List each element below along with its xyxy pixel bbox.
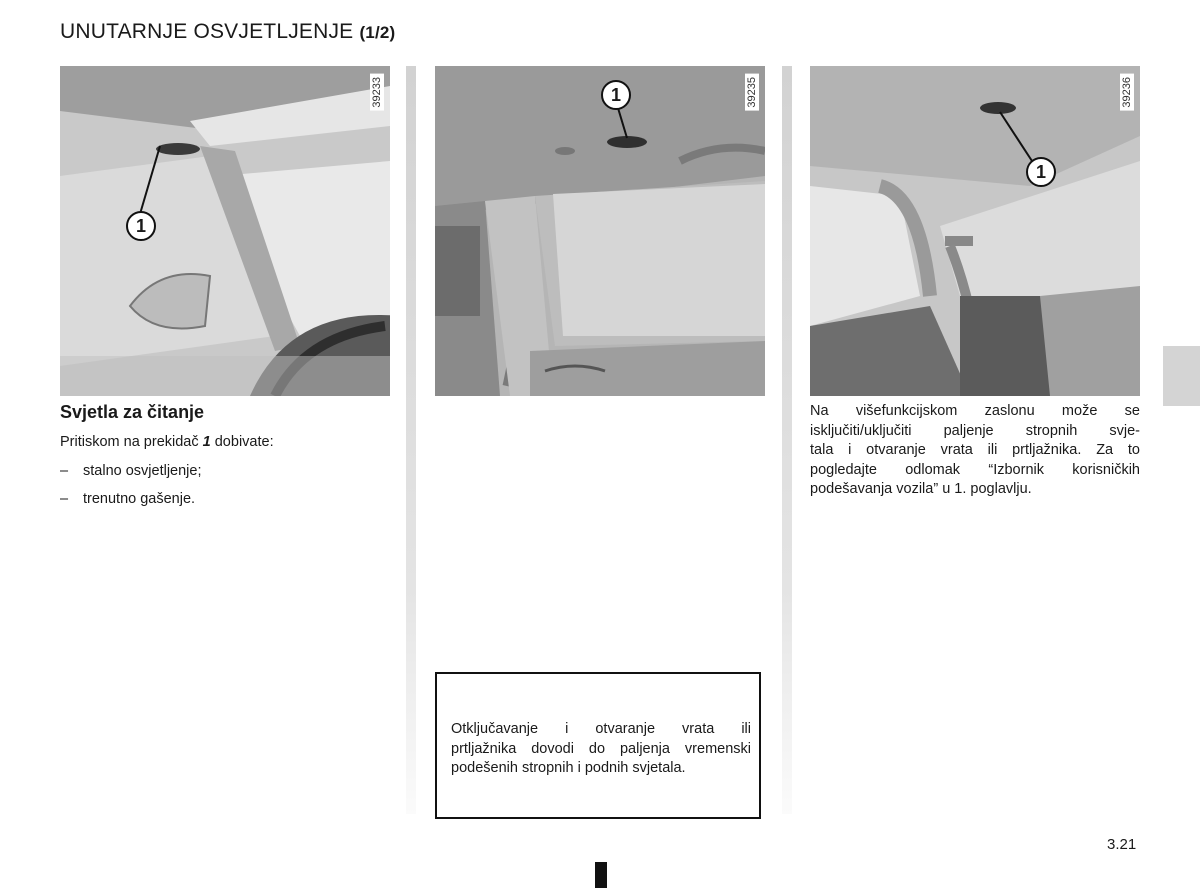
column3-paragraph (810, 402, 1140, 500)
text-line: pogledajte odlomak “Izbornik korisničkih (810, 461, 1140, 478)
section-heading: Svjetla za čitanje (60, 402, 205, 422)
list-item-text: trenutno gašenje. (83, 491, 196, 507)
intro-text: Pritiskom na prekidač (60, 434, 203, 450)
binding-mark (595, 862, 607, 888)
note-line: Otključavanje i otvaranje vrata ili (451, 721, 751, 737)
text-line: isključiti/uključiti paljenje stropnih svje- (810, 422, 1140, 439)
note-line: prtljažnika dovodi do paljenja vremenski (451, 740, 751, 757)
list-item-text: stalno osvjetljenje; (83, 463, 202, 479)
chapter-tab (1163, 346, 1200, 406)
title-part: (1/2) (359, 23, 396, 42)
page-title (60, 20, 395, 44)
column-divider (782, 66, 792, 814)
image-number: 39236 (1120, 74, 1134, 111)
callout-1: 1 (601, 80, 631, 110)
title-text: UNUTARNJE OSVJETLJENJE (60, 20, 354, 43)
note-box (435, 672, 761, 819)
page-number: 3.21 (1107, 836, 1137, 853)
list-item (60, 462, 202, 482)
intro-ref: 1 (202, 434, 211, 450)
text-line: tala i otvaranje vrata ili prtljažnika. Za to (810, 442, 1140, 458)
intro-paragraph (60, 433, 274, 453)
photo-rear-ceiling-light (435, 66, 765, 396)
list-dash: – (60, 463, 69, 479)
callout-1: 1 (126, 211, 156, 241)
list-dash: – (60, 491, 69, 507)
image-number: 39233 (370, 74, 384, 111)
note-line: podešenih stropnih i podnih svjetala. (451, 760, 686, 776)
column-divider (406, 66, 416, 814)
image-number: 39235 (745, 74, 759, 111)
note-text (451, 720, 751, 779)
photo-third-row-light (810, 66, 1140, 396)
callout-1: 1 (1026, 157, 1056, 187)
photo-front-reading-light (60, 66, 390, 396)
list-item (60, 490, 196, 510)
text-line: podešavanja vozila” u 1. poglavlju. (810, 481, 1032, 497)
intro-text-end: dobivate: (210, 434, 274, 450)
text-line: Na višefunkcijskom zaslonu može se (810, 403, 1140, 419)
